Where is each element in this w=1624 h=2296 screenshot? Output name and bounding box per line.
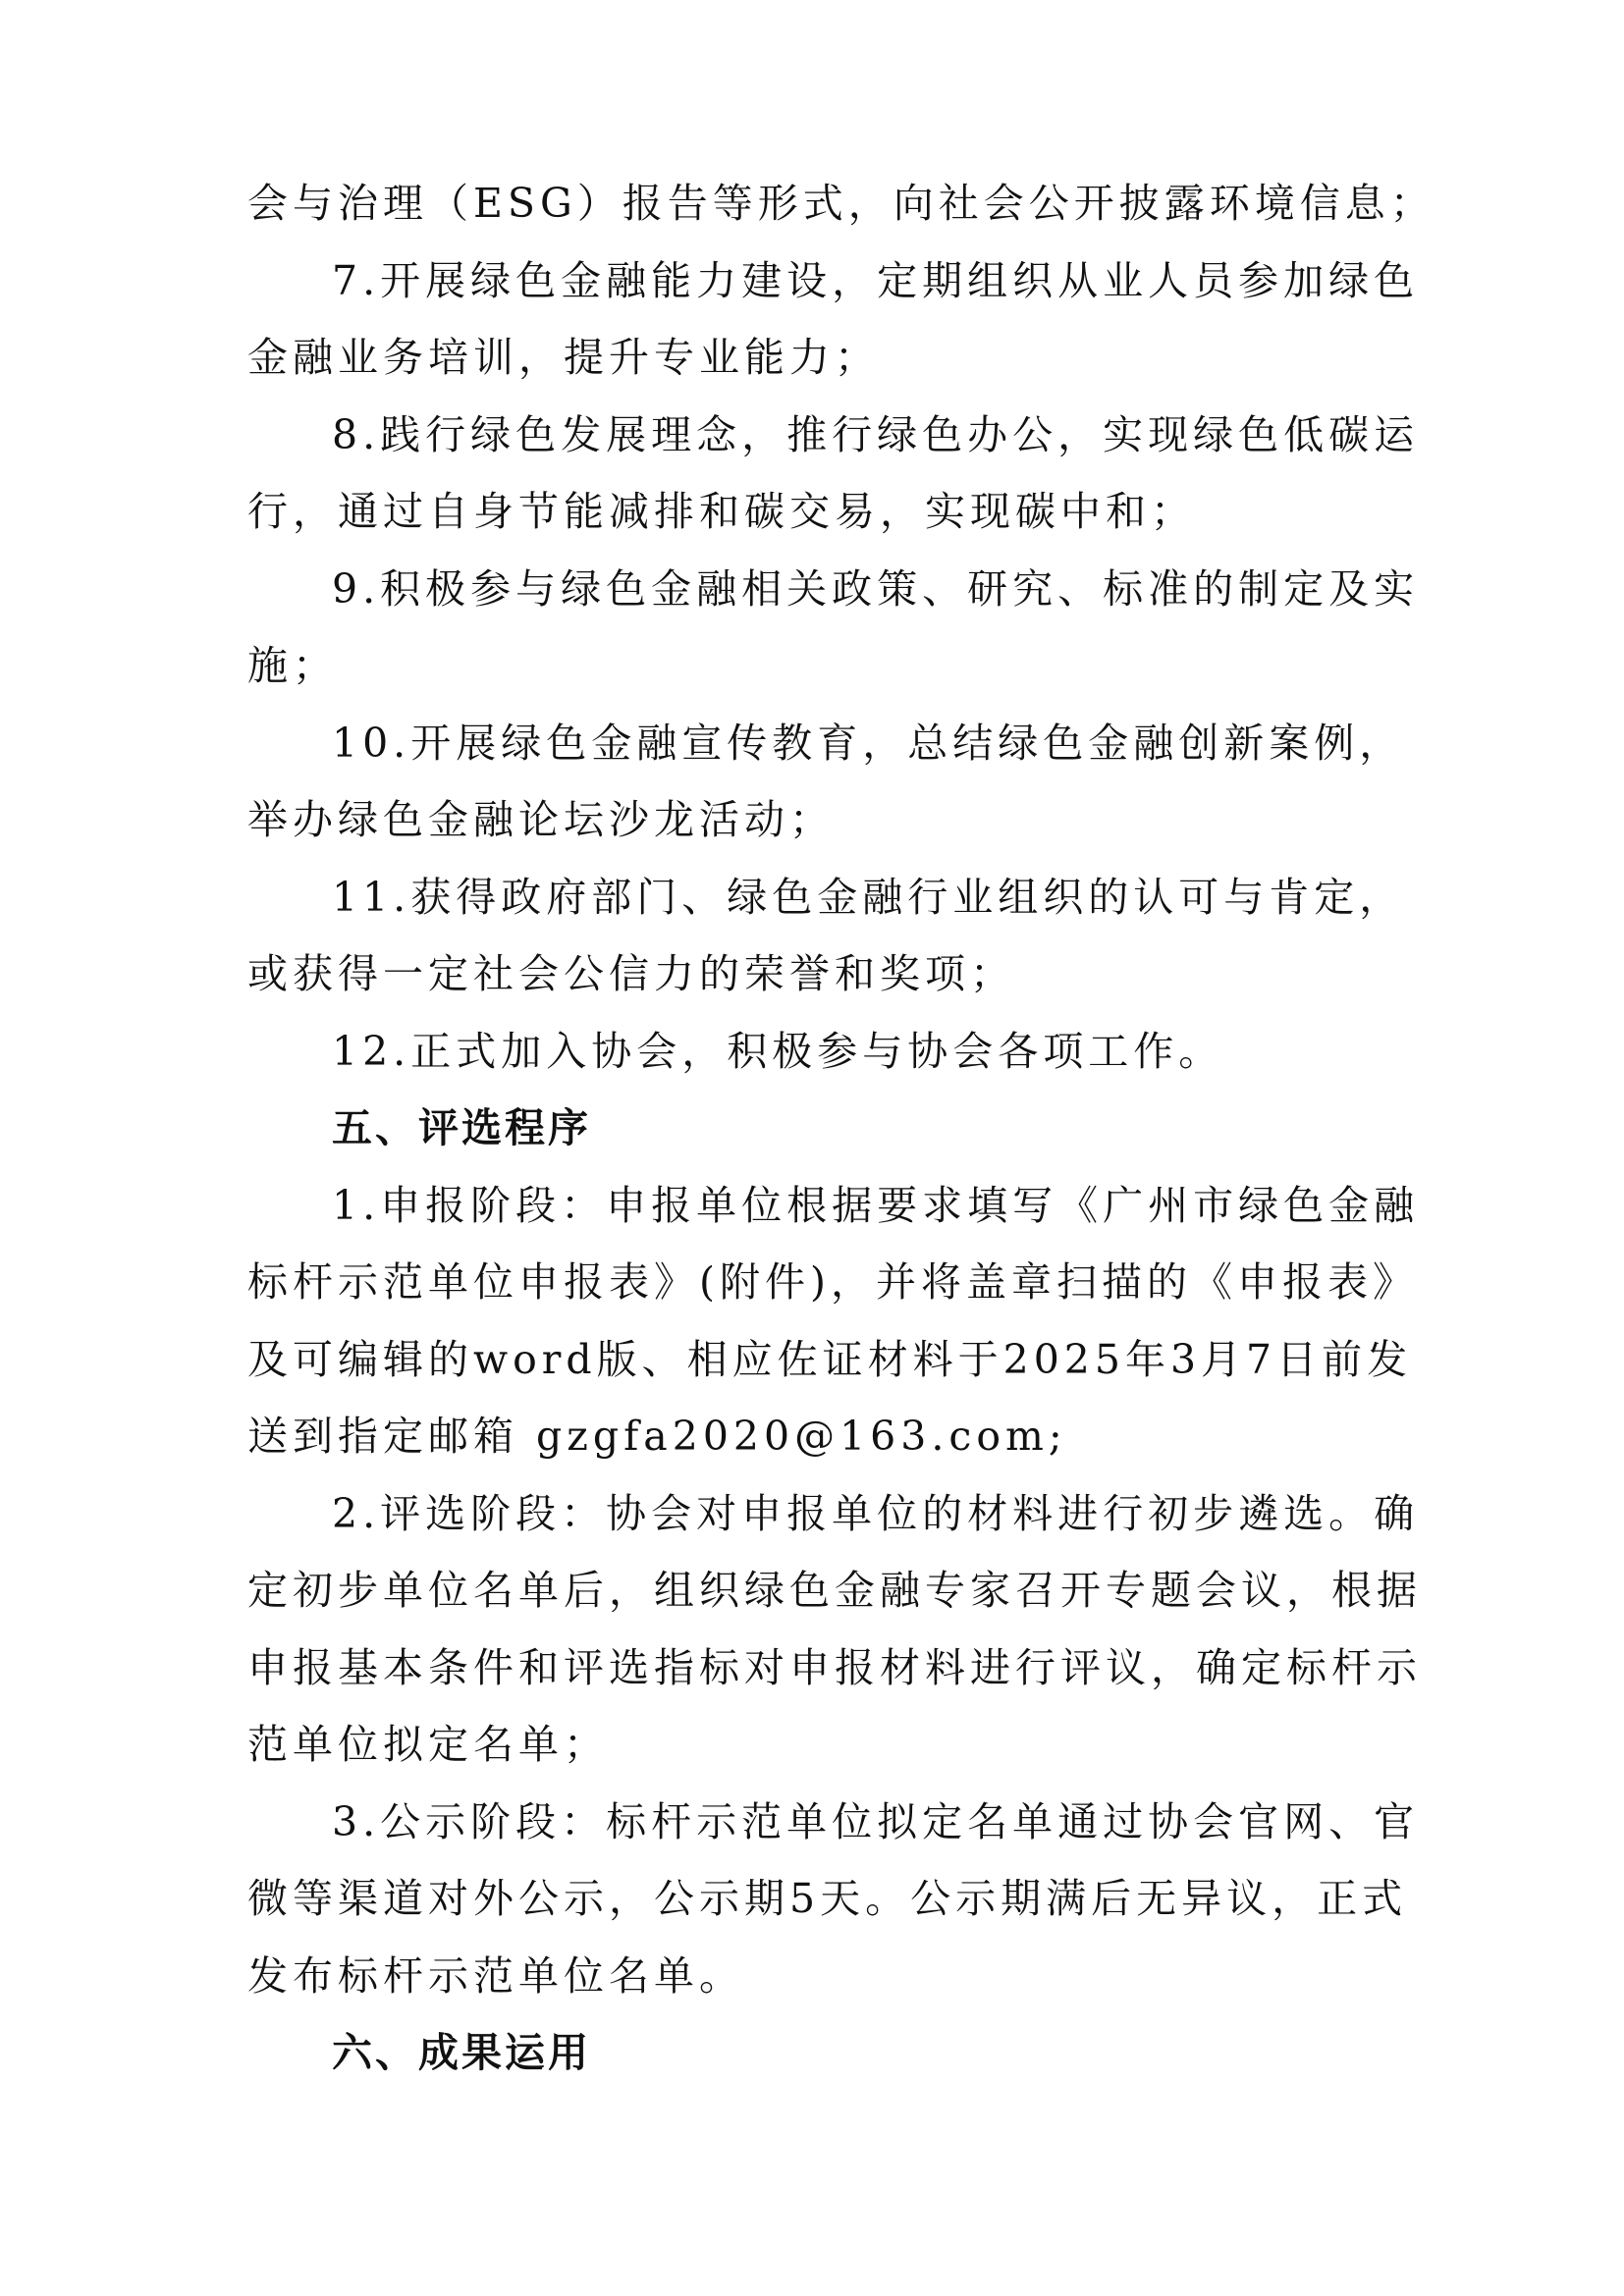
text-line: 微等渠道对外公示，公示期5天。公示期满后无异议，正式 xyxy=(247,1875,1408,1922)
text-line: 金融业务培训，提升专业能力； xyxy=(247,334,880,381)
list-item-12: 12.正式加入协会，积极参与协会各项工作。 xyxy=(332,1027,1224,1075)
list-item-7: 7.开展绿色金融能力建设，定期组织从业人员参加绿色 xyxy=(332,256,1420,304)
text-line: 发布标杆示范单位名单。 xyxy=(247,1951,744,2000)
text-line: 定初步单位名单后，组织绿色金融专家召开专题会议，根据 xyxy=(247,1567,1422,1614)
text-line: 行，通过自身节能减排和碳交易，实现碳中和； xyxy=(247,488,1196,535)
text-line: 申报基本条件和评选指标对申报材料进行评议，确定标杆示 xyxy=(247,1643,1422,1691)
list-item-11: 11.获得政府部门、绿色金融行业组织的认可与肯定， xyxy=(332,873,1405,921)
document-body xyxy=(247,165,1435,2092)
text-line: 会与治理（ESG）报告等形式，向社会公开披露环境信息； xyxy=(247,180,1435,227)
text-line: 或获得一定社会公信力的荣誉和奖项； xyxy=(247,950,1015,997)
procedure-step-2: 2.评选阶段：协会对申报单位的材料进行初步遴选。确 xyxy=(332,1489,1420,1537)
section-heading-evaluation-procedure: 五、评选程序 xyxy=(332,1104,591,1151)
text-line: 及可编辑的word版、相应佐证材料于2025年3月7日前发 xyxy=(247,1335,1413,1383)
text-line: 标杆示范单位申报表》(附件)，并将盖章扫描的《申报表》 xyxy=(247,1258,1418,1306)
text-line: 举办绿色金融论坛沙龙活动； xyxy=(247,796,835,843)
list-item-10: 10.开展绿色金融宣传教育，总结绿色金融创新案例， xyxy=(332,719,1405,767)
text-line: 施； xyxy=(247,642,338,689)
procedure-step-3: 3.公示阶段：标杆示范单位拟定名单通过协会官网、官 xyxy=(332,1797,1420,1845)
list-item-9: 9.积极参与绿色金融相关政策、研究、标准的制定及实 xyxy=(332,564,1420,613)
email-text-line: 送到指定邮箱 gzgfa2020@163.com; xyxy=(247,1413,1067,1460)
text-line: 范单位拟定名单； xyxy=(247,1721,609,1768)
procedure-step-1: 1.申报阶段：申报单位根据要求填写《广州市绿色金融 xyxy=(332,1181,1420,1229)
section-heading-results-application: 六、成果运用 xyxy=(332,2029,591,2076)
list-item-8: 8.践行绿色发展理念，推行绿色办公，实现绿色低碳运 xyxy=(332,410,1420,458)
